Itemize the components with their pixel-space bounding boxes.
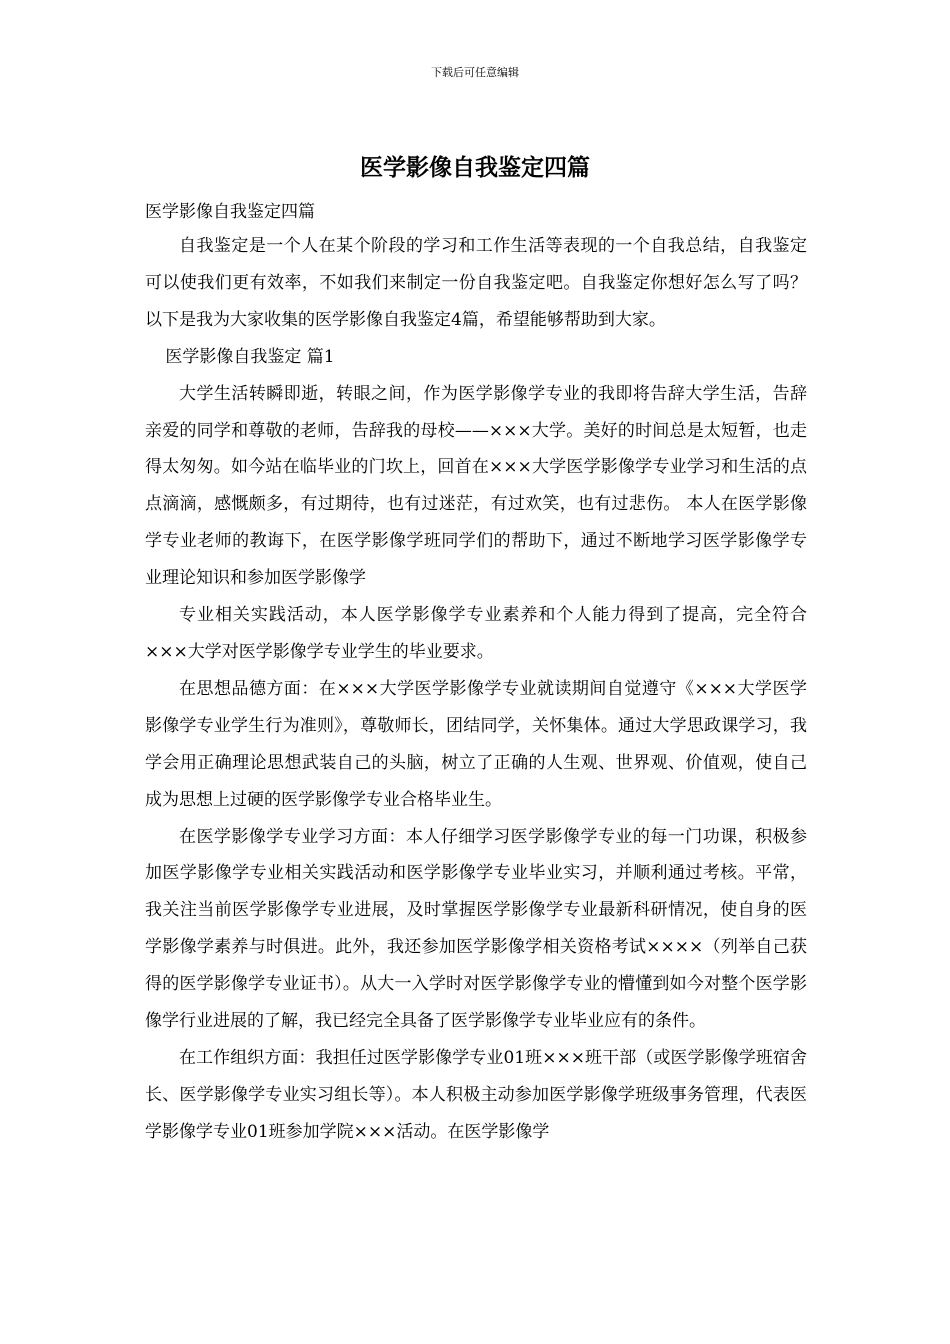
- body-paragraph: 在工作组织方面：我担任过医学影像学专业01班×××班干部（或医学影像学班宿舍长、医学影像学专业实习组长等）。本人积极主动参加医学影像学班级事务管理，代表医学影像学专业01班参加学院×××活动。在医学影像学: [145, 1047, 807, 1142]
- subtitle-line: 医学影像自我鉴定四篇: [145, 202, 315, 222]
- header-note: 下载后可任意编辑: [431, 66, 519, 79]
- intro-paragraph: 自我鉴定是一个人在某个阶段的学习和工作生活等表现的一个自我总结，自我鉴定可以使我们更有效率，不如我们来制定一份自我鉴定吧。自我鉴定你想好怎么写了吗？以下是我为大家收集的医学影像自我鉴定4篇，希望能够帮助到大家。: [145, 236, 807, 330]
- document-body: [145, 196, 807, 1151]
- body-paragraph: 大学生活转瞬即逝，转眼之间，作为医学影像学专业的我即将告辞大学生活，告辞亲爱的同学和尊敬的老师，告辞我的母校——×××大学。美好的时间总是太短暂，也走得太匆匆。如今站在临毕业的门坎上，回首在×××大学医学影像学专业学习和生活的点点滴滴，感慨颇多，有过期待，也有过迷茫，有过欢笑，也有过悲伤。 本人在医学影像学专业老师的教诲下，在医学影像学班同学们的帮助下，通过不断地学习医学影像学专业理论知识和参加医学影像学: [145, 383, 807, 589]
- body-paragraph: 在医学影像学专业学习方面：本人仔细学习医学影像学专业的每一门功课，积极参加医学影像学专业相关实践活动和医学影像学专业毕业实习，并顺利通过考核。平常，我关注当前医学影像学专业进展，及时掌握医学影像学专业最新科研情况，使自身的医学影像学素养与时俱进。此外，我还参加医学影像学相关资格考试××××（列举自己获得的医学影像学专业证书）。从大一入学时对医学影像学专业的懵懂到如今对整个医学影像学行业进展的了解，我已经完全具备了医学影像学专业毕业应有的条件。: [145, 826, 807, 1032]
- body-paragraph: 专业相关实践活动，本人医学影像学专业素养和个人能力得到了提高，完全符合×××大学对医学影像学专业学生的毕业要求。: [145, 605, 807, 662]
- section-heading: 医学影像自我鉴定 篇1: [165, 346, 335, 367]
- document-title: 医学影像自我鉴定四篇: [360, 154, 590, 181]
- body-paragraph: 在思想品德方面：在×××大学医学影像学专业就读期间自觉遵守《×××大学医学影像学专业学生行为准则》，尊敬师长，团结同学，关怀集体。通过大学思政课学习，我学会用正确理论思想武装自己的头脑，树立了正确的人生观、世界观、价值观，使自己成为思想上过硬的医学影像学专业合格毕业生。: [145, 678, 807, 810]
